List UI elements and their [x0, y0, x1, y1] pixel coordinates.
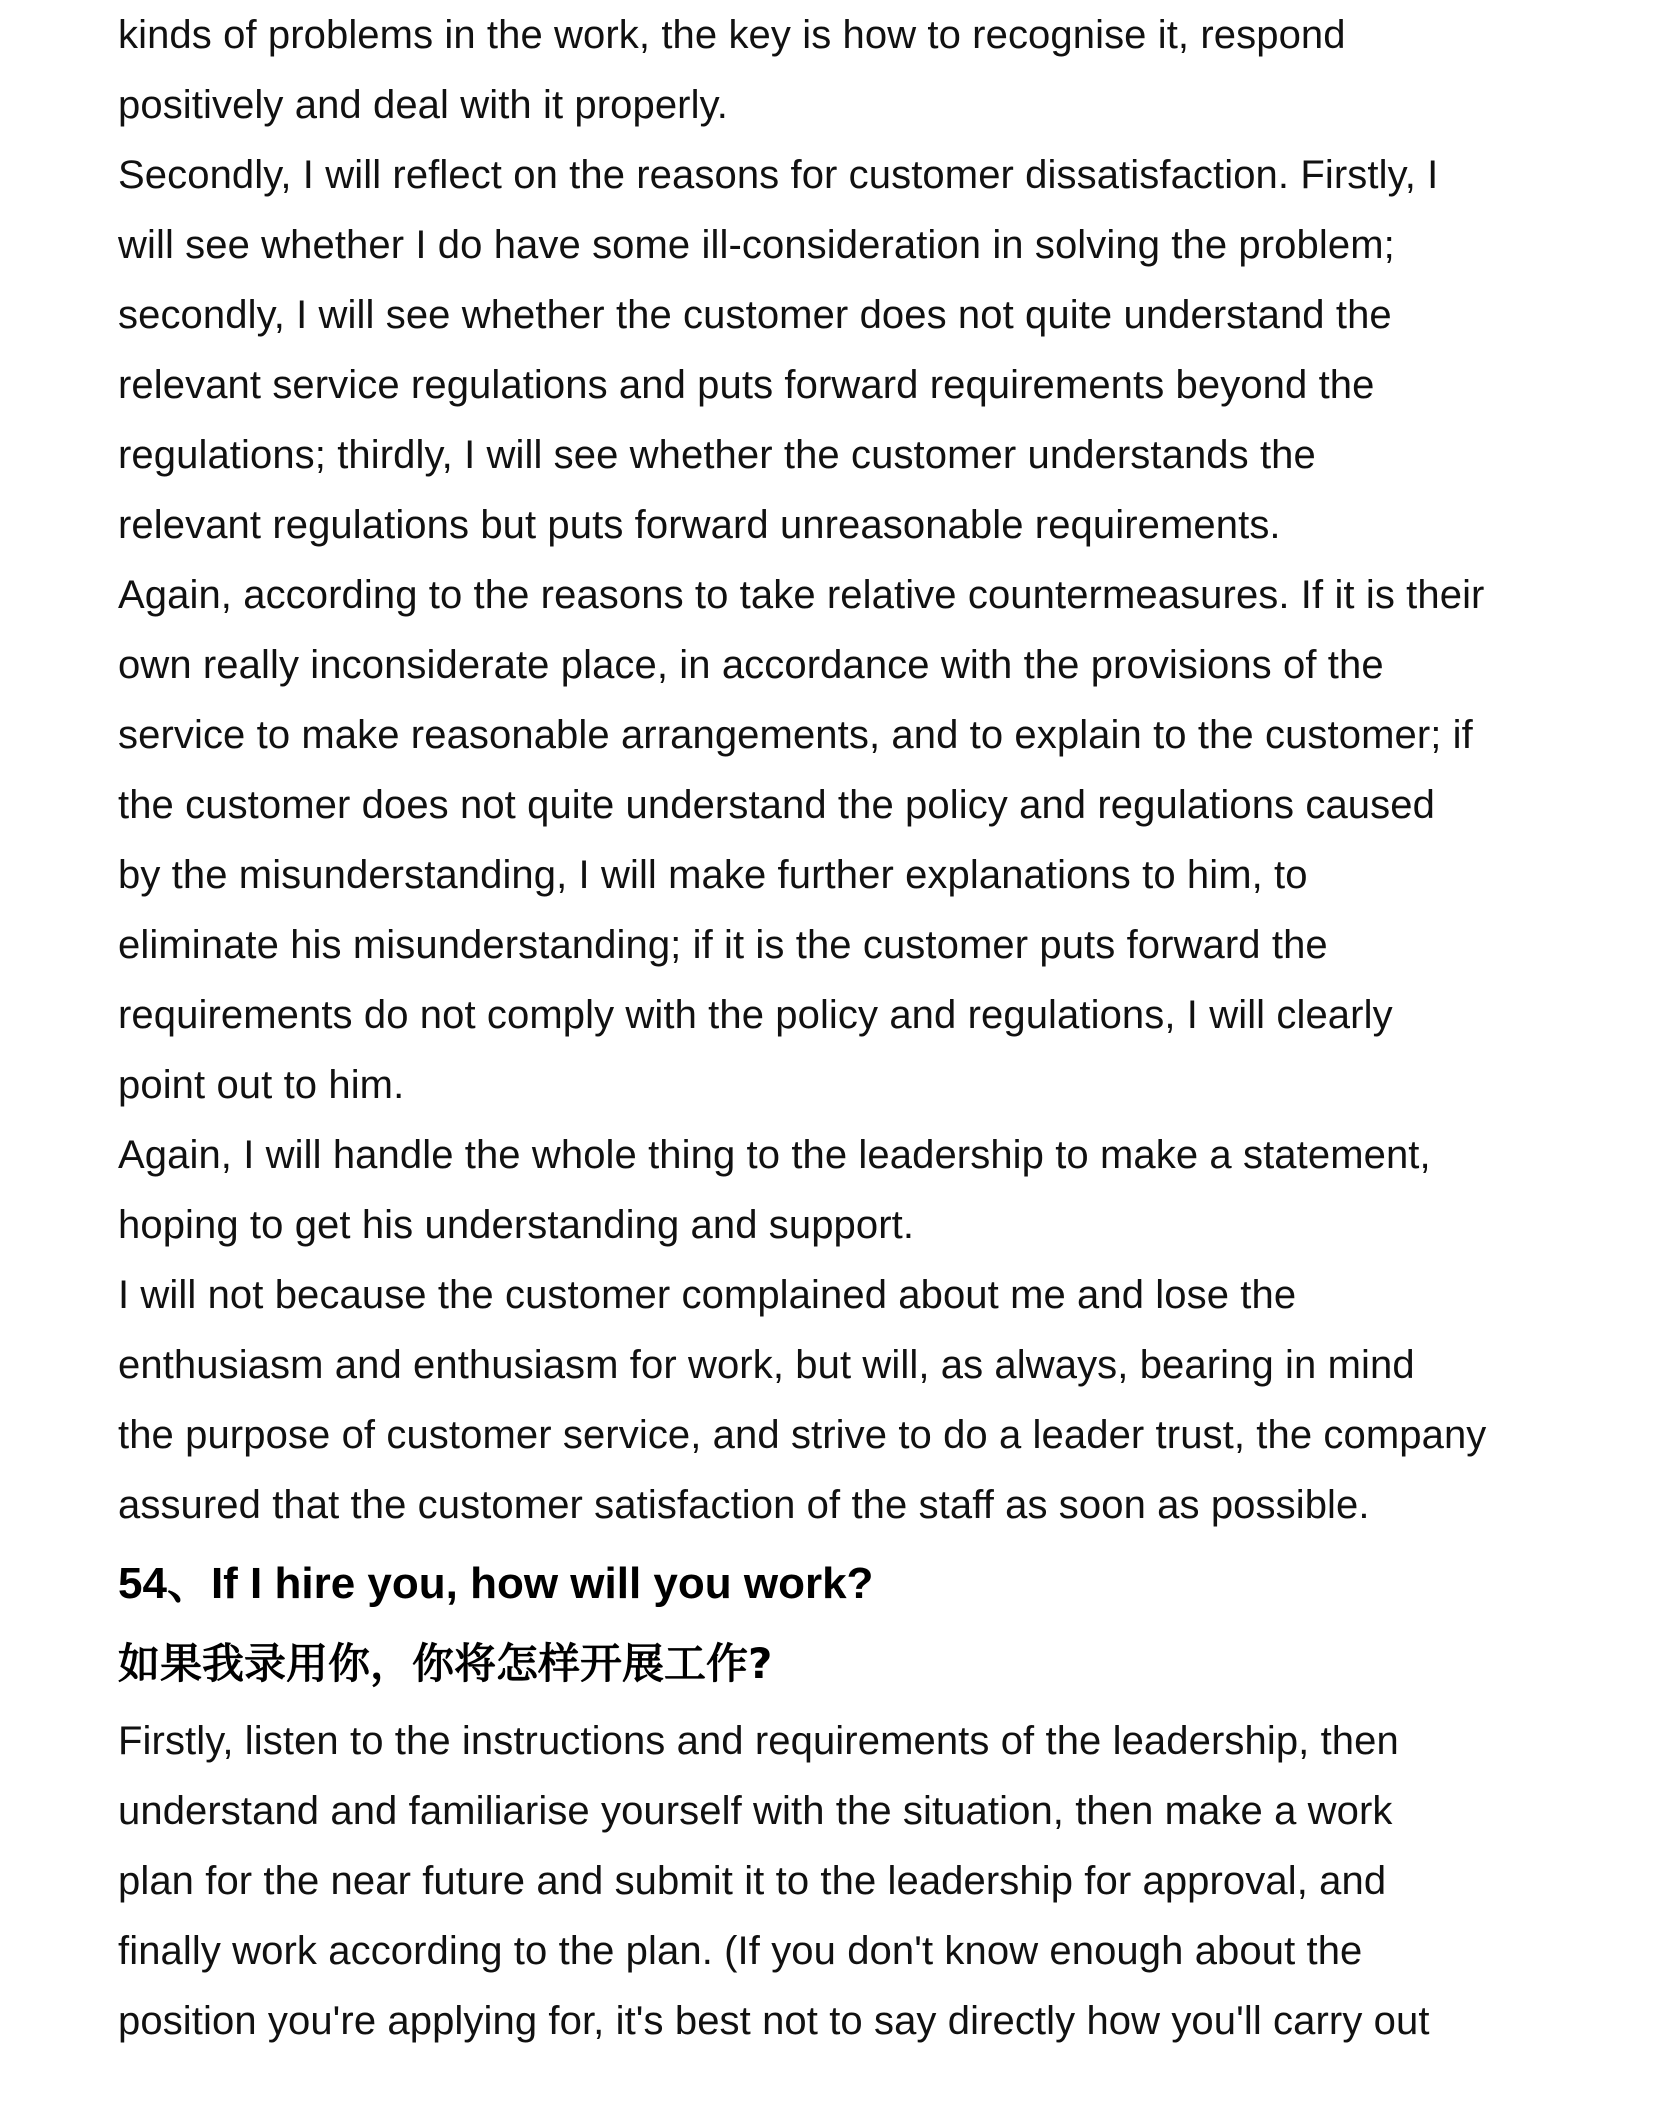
paragraph-line: relevant service regulations and puts forward requirements beyond the: [118, 363, 1375, 407]
paragraph-line: finally work according to the plan. (If you don't know enough about the: [118, 1929, 1363, 1973]
paragraph-line: Secondly, I will reflect on the reasons for customer dissatisfaction. Firstly, I: [118, 153, 1439, 197]
paragraph-line: Again, I will handle the whole thing to the leadership to make a statement,: [118, 1133, 1431, 1177]
paragraph-line: Firstly, listen to the instructions and requirements of the leadership, then: [118, 1719, 1399, 1763]
paragraph-line: eliminate his misunderstanding; if it is the customer puts forward the: [118, 923, 1328, 967]
paragraph-line: plan for the near future and submit it to the leadership for approval, and: [118, 1859, 1387, 1903]
question-heading-en: 54、If I hire you, how will you work?: [118, 1559, 874, 1608]
paragraph-line: by the misunderstanding, I will make further explanations to him, to: [118, 853, 1308, 897]
paragraph-line: I will not because the customer complained about me and lose the: [118, 1273, 1297, 1317]
paragraph-line: relevant regulations but puts forward unreasonable requirements.: [118, 503, 1281, 547]
paragraph-line: own really inconsiderate place, in accordance with the provisions of the: [118, 643, 1384, 687]
paragraph-line: position you're applying for, it's best not to say directly how you'll carry out: [118, 1999, 1430, 2043]
paragraph-line: will see whether I do have some ill-consideration in solving the problem;: [118, 223, 1395, 267]
paragraph-line: enthusiasm and enthusiasm for work, but will, as always, bearing in mind: [118, 1343, 1415, 1387]
paragraph-line: secondly, I will see whether the customer does not quite understand the: [118, 293, 1392, 337]
paragraph-line: understand and familiarise yourself with the situation, then make a work: [118, 1789, 1393, 1833]
paragraph-line: assured that the customer satisfaction of the staff as soon as possible.: [118, 1483, 1370, 1527]
question-heading-cn: 如果我录用你，你将怎样开展工作?: [118, 1639, 773, 1688]
paragraph-line: requirements do not comply with the policy and regulations, I will clearly: [118, 993, 1393, 1037]
paragraph-line: point out to him.: [118, 1063, 405, 1107]
paragraph-line: hoping to get his understanding and support.: [118, 1203, 915, 1247]
paragraph-line: service to make reasonable arrangements, and to explain to the customer; if: [118, 713, 1473, 757]
paragraph-line: the customer does not quite understand the policy and regulations caused: [118, 783, 1435, 827]
paragraph-line: Again, according to the reasons to take relative countermeasures. If it is their: [118, 573, 1485, 617]
paragraph-line: regulations; thirdly, I will see whether the customer understands the: [118, 433, 1316, 477]
paragraph-line: kinds of problems in the work, the key is how to recognise it, respond: [118, 13, 1346, 57]
paragraph-line: the purpose of customer service, and strive to do a leader trust, the company: [118, 1413, 1487, 1457]
paragraph-line: positively and deal with it properly.: [118, 83, 728, 127]
